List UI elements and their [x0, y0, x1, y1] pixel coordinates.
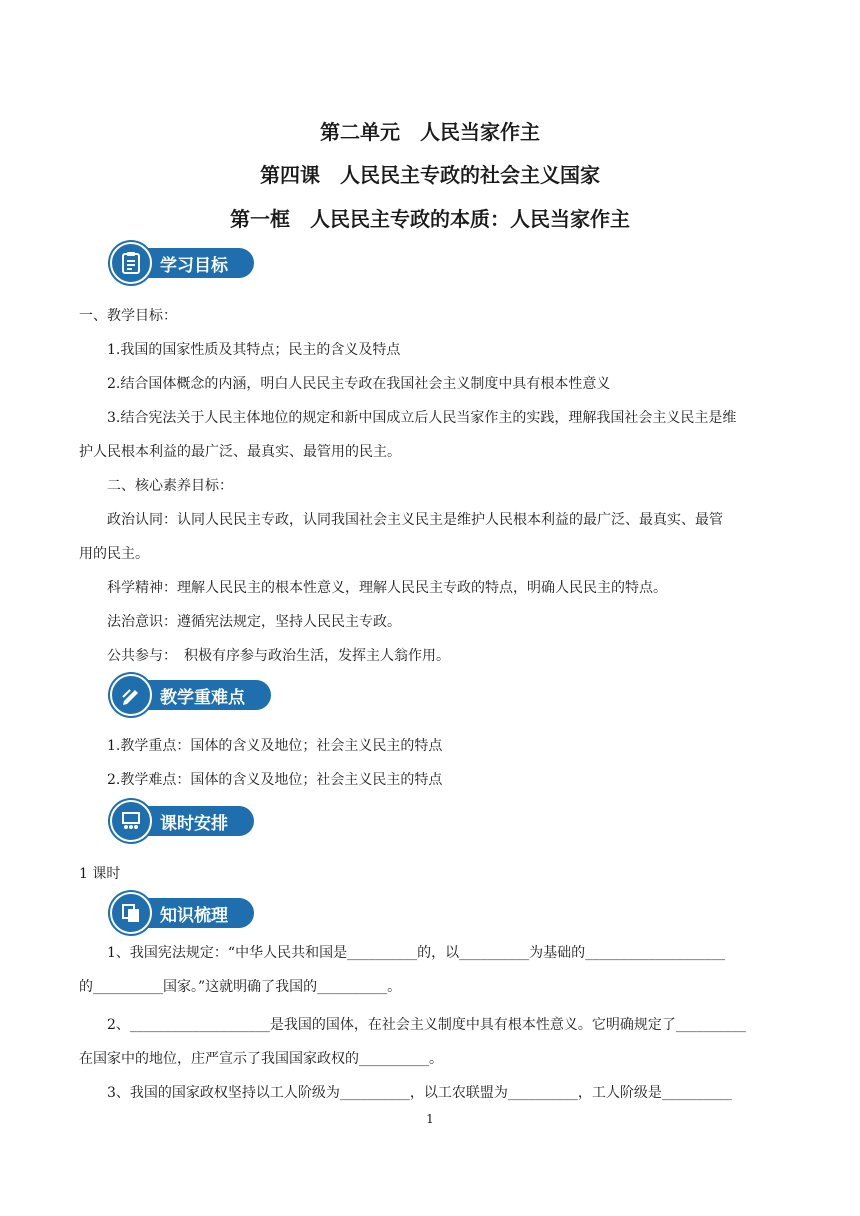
question-1-line1: 1、我国宪法规定：“中华人民共和国是__________的，以__________为基础的____________________ — [107, 945, 726, 961]
section-title: 第一框 人民民主专政的本质：人民当家作主 — [230, 207, 630, 231]
goals-banner-label: 学习目标 — [138, 248, 254, 278]
presentation-icon — [110, 800, 152, 842]
goal-item-2: 2.结合国体概念的内涵，明白人民民主专政在我国社会主义制度中具有根本性意义 — [107, 376, 611, 392]
goals-banner — [110, 244, 254, 282]
political-identity-line2: 用的民主。 — [79, 546, 149, 562]
class-hours: 1 课时 — [79, 866, 121, 882]
page-number: 1 — [426, 1112, 434, 1126]
goal-item-3-line1: 3.结合宪法关于人民主体地位的规定和新中国成立后人民当家作主的实践，理解我国社会主义民主是维 — [107, 410, 737, 426]
public-participation: 公共参与： 积极有序参与政治生活，发挥主人翁作用。 — [107, 648, 450, 664]
schedule-banner — [110, 802, 254, 840]
core-goals-heading: 二、核心素养目标： — [107, 478, 233, 494]
political-identity-line1: 政治认同：认同人民民主专政，认同我国社会主义民主是维护人民根本利益的最广泛、最真实、最管 — [107, 512, 723, 528]
documents-icon — [110, 892, 152, 934]
teaching-difficulty: 2.教学难点：国体的含义及地位；社会主义民主的特点 — [107, 772, 443, 788]
clipboard-icon — [110, 242, 152, 284]
question-1-line2: 的__________国家。”这就明确了我国的__________。 — [79, 979, 402, 995]
question-2-line1: 2、____________________是我国的国体，在社会主义制度中具有根本性意义。它明确规定了__________ — [107, 1017, 746, 1033]
keypoints-banner — [110, 676, 271, 714]
knowledge-banner-label: 知识梳理 — [138, 898, 254, 928]
goal-item-3-line2: 护人民根本利益的最广泛、最真实、最管用的民主。 — [79, 444, 401, 460]
question-3-line1: 3、我国的国家政权坚持以工人阶级为__________，以工农联盟为__________，工人阶级是__________ — [107, 1085, 732, 1101]
teaching-goals-heading: 一、教学目标： — [79, 308, 177, 324]
question-2-line2: 在国家中的地位，庄严宣示了我国国家政权的__________。 — [79, 1051, 443, 1067]
keypoints-banner-label: 教学重难点 — [138, 680, 271, 710]
goal-item-1: 1.我国的国家性质及其特点；民主的含义及特点 — [107, 342, 401, 358]
lesson-title: 第四课 人民民主专政的社会主义国家 — [260, 163, 600, 187]
pencil-icon — [110, 674, 152, 716]
schedule-banner-label: 课时安排 — [138, 806, 254, 836]
scientific-spirit: 科学精神：理解人民民主的根本性意义，理解人民民主专政的特点，明确人民民主的特点。 — [107, 580, 667, 596]
rule-of-law: 法治意识：遵循宪法规定，坚持人民民主专政。 — [107, 614, 401, 630]
knowledge-banner — [110, 894, 254, 932]
unit-title: 第二单元 人民当家作主 — [320, 120, 540, 144]
teaching-focus: 1.教学重点：国体的含义及地位；社会主义民主的特点 — [107, 738, 443, 754]
